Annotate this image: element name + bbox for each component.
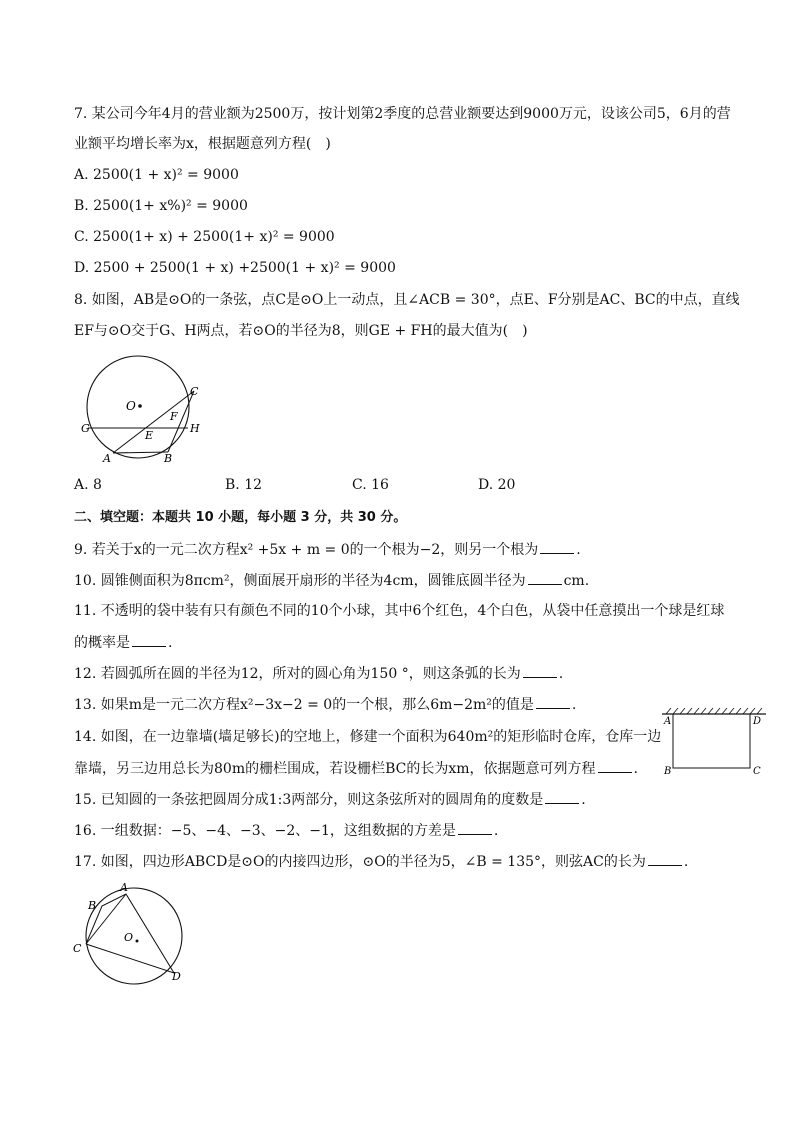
- q9: [74, 539, 581, 560]
- q8-option-c: C. 16: [352, 477, 389, 493]
- q7-option-b: B. 2500(1+ x%)² = 9000: [74, 198, 248, 214]
- q14-label-b: B: [664, 766, 672, 777]
- q17-end: .: [683, 854, 689, 870]
- q13: [74, 694, 576, 715]
- q17-blank: [648, 851, 682, 866]
- q8-label-f: F: [170, 410, 178, 423]
- q11-line1: 11. 不透明的袋中装有只有颜色不同的10个小球，其中6个红色，4个白色，从袋中任意摸出一个球是红球: [74, 603, 725, 619]
- q8-line2: EF与⊙O交于G、H两点，若⊙O的半径为8，则GE + FH的最大值为( ): [74, 323, 528, 339]
- q14-blank: [598, 758, 632, 773]
- q11-end: .: [168, 635, 173, 651]
- q14-line1: 14. 如图，在一边靠墙(墙足够长)的空地上，修建一个面积为640m²的矩形临时仓库，仓库一边: [74, 729, 662, 745]
- q8-option-b: B. 12: [225, 477, 263, 493]
- q13-text: 13. 如果m是一元二次方程x²−3x−2 = 0的一个根，那么6m−2m²的值是: [74, 697, 534, 713]
- q9-blank: [540, 539, 574, 554]
- section-2-heading: 二、填空题：本题共 10 小题，每小题 3 分，共 30 分。: [74, 510, 407, 525]
- q16-blank: [458, 820, 492, 835]
- q8-line1: 8. 如图，AB是⊙O的一条弦，点C是⊙O上一动点，且∠ACB = 30°，点E、F分别是AC、BC的中点，直线: [74, 292, 740, 308]
- q17-label-o: O: [124, 931, 134, 944]
- q14-label-d: D: [753, 716, 762, 727]
- q10-text: 10. 圆锥侧面积为8πcm²，侧面展开扇形的半径为4cm，圆锥底圆半径为: [74, 573, 526, 589]
- q12: [74, 663, 563, 684]
- q15-blank: [545, 789, 579, 804]
- q14-end: .: [633, 761, 638, 777]
- q17: [74, 851, 688, 872]
- q9-end: .: [576, 542, 581, 558]
- q16: [74, 820, 498, 841]
- q10-end: cm.: [563, 573, 590, 589]
- q11-line2: [74, 632, 172, 653]
- q8-label-c: C: [190, 385, 199, 398]
- q17-circle-figure: [70, 878, 192, 988]
- q17-text: 17. 如图，四边形ABCD是⊙O的内接四边形，⊙O的半径为5，∠B = 135°，则弦AC的长为: [74, 854, 646, 870]
- q13-blank: [536, 694, 570, 709]
- q17-label-b: B: [88, 899, 97, 912]
- q8-options: [0, 477, 794, 497]
- q8-label-e: E: [145, 429, 154, 442]
- q10-blank: [528, 570, 562, 585]
- q16-text: 16. 一组数据：−5、−4、−3、−2、−1，这组数据的方差是: [74, 823, 456, 839]
- q14-text: 靠墙，另三边用总长为80m的栅栏围成，若设栅栏BC的长为xm，依据题意可列方程: [74, 761, 596, 777]
- q8-option-a: A. 8: [74, 477, 102, 493]
- q15-end: .: [581, 792, 586, 808]
- q8-label-o: O: [126, 399, 136, 413]
- q16-end: .: [493, 823, 499, 839]
- q10: [74, 570, 589, 591]
- q14-label-a: A: [664, 716, 672, 727]
- q14-warehouse-figure: [660, 706, 770, 780]
- q14-line2: [74, 758, 638, 779]
- q14-label-c: C: [753, 766, 761, 777]
- q15-text: 15. 已知圆的一条弦把圆周分成1:3两部分，则这条弦所对的圆周角的度数是: [74, 792, 544, 808]
- q8-label-a: A: [103, 452, 111, 465]
- q8-option-d: D. 20: [478, 477, 516, 493]
- q17-label-a: A: [120, 881, 128, 894]
- q9-text: 9. 若关于x的一元二次方程x² +5x + m = 0的一个根为−2，则另一个根为: [74, 542, 539, 558]
- q7-line1: 7. 某公司今年4月的营业额为2500万，按计划第2季度的总营业额要达到9000万元，设该公司5，6月的营: [74, 106, 731, 122]
- q8-label-b: B: [164, 452, 173, 465]
- q8-circle-figure: [76, 350, 216, 470]
- q17-label-c: C: [73, 942, 82, 955]
- q7-option-d: D. 2500 + 2500(1 + x) +2500(1 + x)² = 9000: [74, 260, 396, 276]
- q7-line2: 业额平均增长率为x，根据题意列方程( ): [74, 136, 331, 152]
- q7-option-a: A. 2500(1 + x)² = 9000: [74, 167, 239, 183]
- q15: [74, 789, 586, 810]
- q8-label-h: H: [190, 422, 200, 435]
- q13-end: .: [571, 697, 577, 713]
- q12-blank: [523, 663, 557, 678]
- q17-label-d: D: [172, 970, 181, 983]
- q7-option-c: C. 2500(1+ x) + 2500(1+ x)² = 9000: [74, 229, 335, 245]
- q11-blank: [132, 632, 166, 647]
- q8-label-g: G: [81, 422, 90, 435]
- q12-end: .: [558, 666, 564, 682]
- q11-text: 的概率是: [74, 635, 130, 651]
- q12-text: 12. 若圆弧所在圆的半径为12，所对的圆心角为150 °，则这条弧的长为: [74, 666, 521, 682]
